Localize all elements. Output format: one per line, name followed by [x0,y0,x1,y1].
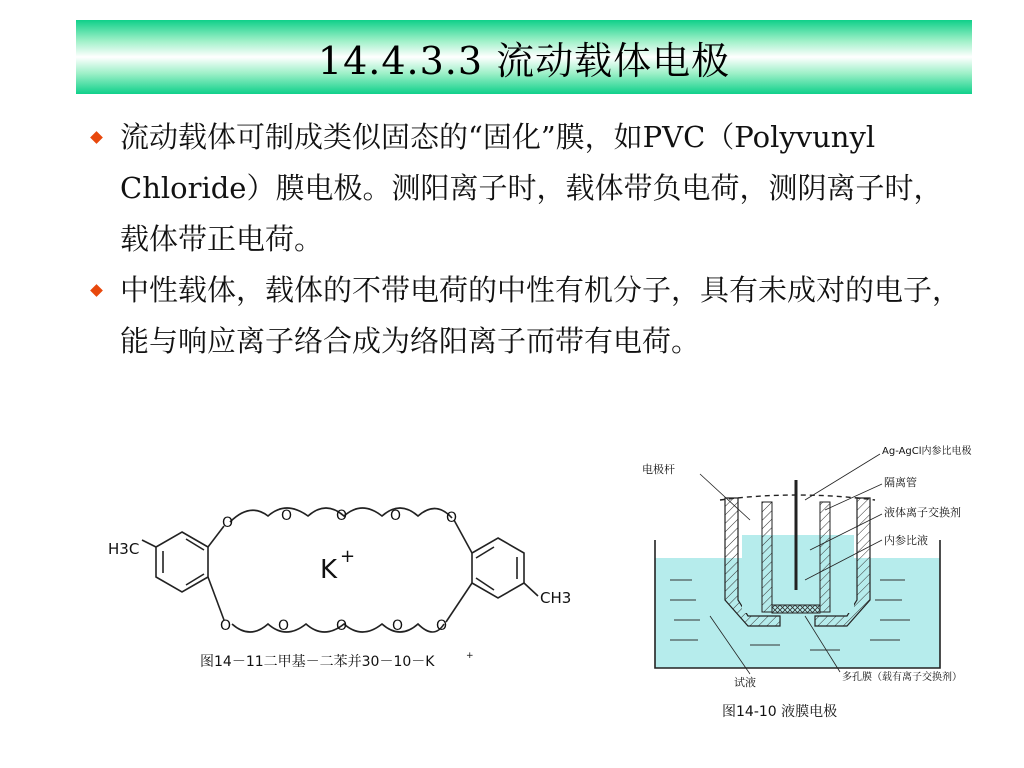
potassium-ion-label: K [320,555,338,585]
label-liquid-exchanger: 液体离子交换剂 [884,506,961,519]
bullet-item-1 [86,112,966,265]
label-inner-reference-solution: 内参比液 [884,534,928,547]
electrode-diagram [630,440,1010,725]
oxygen-label: O [390,508,402,524]
bullet-text: 中性载体，载体的不带电荷的中性有机分子，具有未成对的电子，能与响应离子络合成为络阳离子而带有电荷。 [120,273,962,358]
figure-left-caption: 图14－11二甲基－二苯并30－10－K [200,654,435,670]
bullet-list [86,112,966,367]
bullet-text: 流动载体可制成类似固态的“固化”膜，如PVC（Polyvunyl Chloride）膜电极。测阳离子时，载体带负电荷，测阴离子时，载体带正电荷。 [120,120,943,256]
oxygen-label: O [278,618,290,634]
oxygen-label: O [281,508,293,524]
potassium-charge-label: + [340,546,356,567]
figure-left-caption-sup: + [466,651,474,661]
oxygen-label: O [336,618,348,634]
methyl-right-label: CH3 [540,589,572,607]
slide-title: 14.4.3.3 流动载体电极 [317,38,731,83]
methyl-left-label: H3C [108,540,140,558]
oxygen-label: O [222,515,234,531]
crown-ether-figure [100,490,590,680]
liquid-membrane-electrode-figure [630,440,1010,725]
diamond-bullet-icon [90,131,103,144]
crown-ether-diagram [100,490,590,680]
diamond-bullet-icon [90,284,103,297]
label-electrode-rod: 电极杆 [642,463,675,476]
figure-right-caption: 图14-10 液膜电极 [722,704,838,720]
oxygen-label: O [220,618,232,634]
oxygen-label: O [392,618,404,634]
bullet-item-2 [86,265,966,367]
label-reference-electrode: Ag-AgCl内参比电极 [882,446,972,457]
label-porous-membrane: 多孔膜（载有离子交换剂） [842,672,962,683]
title-bar [76,20,972,94]
oxygen-label: O [336,508,348,524]
label-sample-solution: 试液 [734,676,756,689]
oxygen-label: O [436,618,448,634]
oxygen-label: O [446,510,458,526]
label-isolation-tube: 隔离管 [884,476,917,489]
